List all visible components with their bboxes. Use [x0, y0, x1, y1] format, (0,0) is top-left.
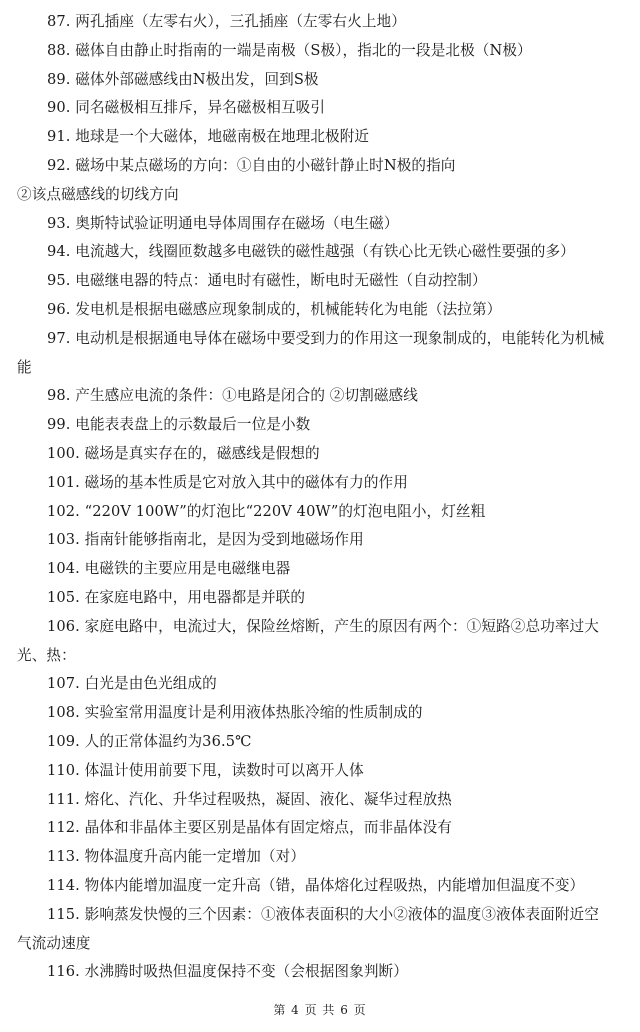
text-line: 89. 磁体外部磁感线由N极出发，回到S极: [47, 70, 319, 88]
text-line: 93. 奥斯特试验证明通电导体周围存在磁场（电生磁）: [47, 214, 399, 232]
text-line: 92. 磁场中某点磁场的方向：①自由的小磁针静止时N极的指向: [47, 156, 456, 174]
text-line: 108. 实验室常用温度计是利用液体热胀冷缩的性质制成的: [47, 704, 423, 722]
text-line: 111. 熔化、汽化、升华过程吸热，凝固、液化、凝华过程放热: [47, 790, 452, 808]
text-line: 90. 同名磁极相互排斥，异名磁极相互吸引: [47, 99, 326, 117]
page-footer: 第 4 页 共 6 页: [273, 1003, 367, 1017]
text-line: 100. 磁场是真实存在的，磁感线是假想的: [47, 444, 320, 462]
text-line: 94. 电流越大，线圈匝数越多电磁铁的磁性越强（有铁心比无铁心磁性要强的多）: [47, 243, 575, 261]
text-line: 109. 人的正常体温约为36.5℃: [47, 732, 252, 750]
text-line: 101. 磁场的基本性质是它对放入其中的磁体有力的作用: [47, 473, 408, 491]
text-line: 104. 电磁铁的主要应用是电磁继电器: [47, 560, 291, 578]
text-line: 96. 发电机是根据电磁感应现象制成的，机械能转化为电能（法拉第）: [47, 300, 502, 318]
text-line: 107. 白光是由色光组成的: [47, 675, 217, 693]
text-line: ②该点磁感线的切线方向: [17, 185, 179, 203]
text-line: 114. 物体内能增加温度一定升高（错，晶体熔化过程吸热，内能增加但温度不变）: [47, 876, 585, 894]
text-line: 97. 电动机是根据通电导体在磁场中要受到力的作用这一现象制成的，电能转化为机械: [47, 329, 605, 347]
text-line: 112. 晶体和非晶体主要区别是晶体有固定熔点，而非晶体没有: [47, 819, 452, 837]
text-line: 115. 影响蒸发快慢的三个因素：①液体表面积的大小②液体的温度③液体表面附近空: [47, 905, 599, 923]
text-line: 105. 在家庭电路中，用电器都是并联的: [47, 588, 306, 606]
text-line: 能: [17, 358, 32, 376]
text-line: 106. 家庭电路中，电流过大，保险丝熔断，产生的原因有两个：①短路②总功率过大: [47, 617, 599, 635]
text-line: 99. 电能表表盘上的示数最后一位是小数: [47, 416, 311, 434]
text-line: 103. 指南针能够指南北，是因为受到地磁场作用: [47, 531, 364, 549]
text-line: 87. 两孔插座（左零右火），三孔插座（左零右火上地）: [47, 13, 406, 30]
text-line: 113. 物体温度升高内能一定增加（对）: [47, 848, 306, 866]
text-line: 95. 电磁继电器的特点：通电时有磁性，断电时无磁性（自动控制）: [47, 272, 487, 290]
text-line: 91. 地球是一个大磁体，地磁南极在地理北极附近: [47, 128, 370, 146]
text-line: 88. 磁体自由静止时指南的一端是南极（S极），指北的一段是北极（N极）: [47, 41, 532, 59]
text-line: 102. “220V 100W”的灯泡比“220V 40W”的灯泡电阻小，灯丝粗: [47, 502, 486, 520]
text-line: 116. 水沸腾时吸热但温度保持不变（会根据图象判断）: [47, 963, 408, 981]
text-line: 气流动速度: [17, 934, 91, 952]
text-body: [0, 8, 640, 987]
text-line: 98. 产生感应电流的条件：①电路是闭合的 ②切割磁感线: [47, 387, 418, 405]
text-line: 光、热：: [17, 646, 76, 664]
text-line: 110. 体温计使用前要下甩，读数时可以离开人体: [47, 761, 364, 779]
